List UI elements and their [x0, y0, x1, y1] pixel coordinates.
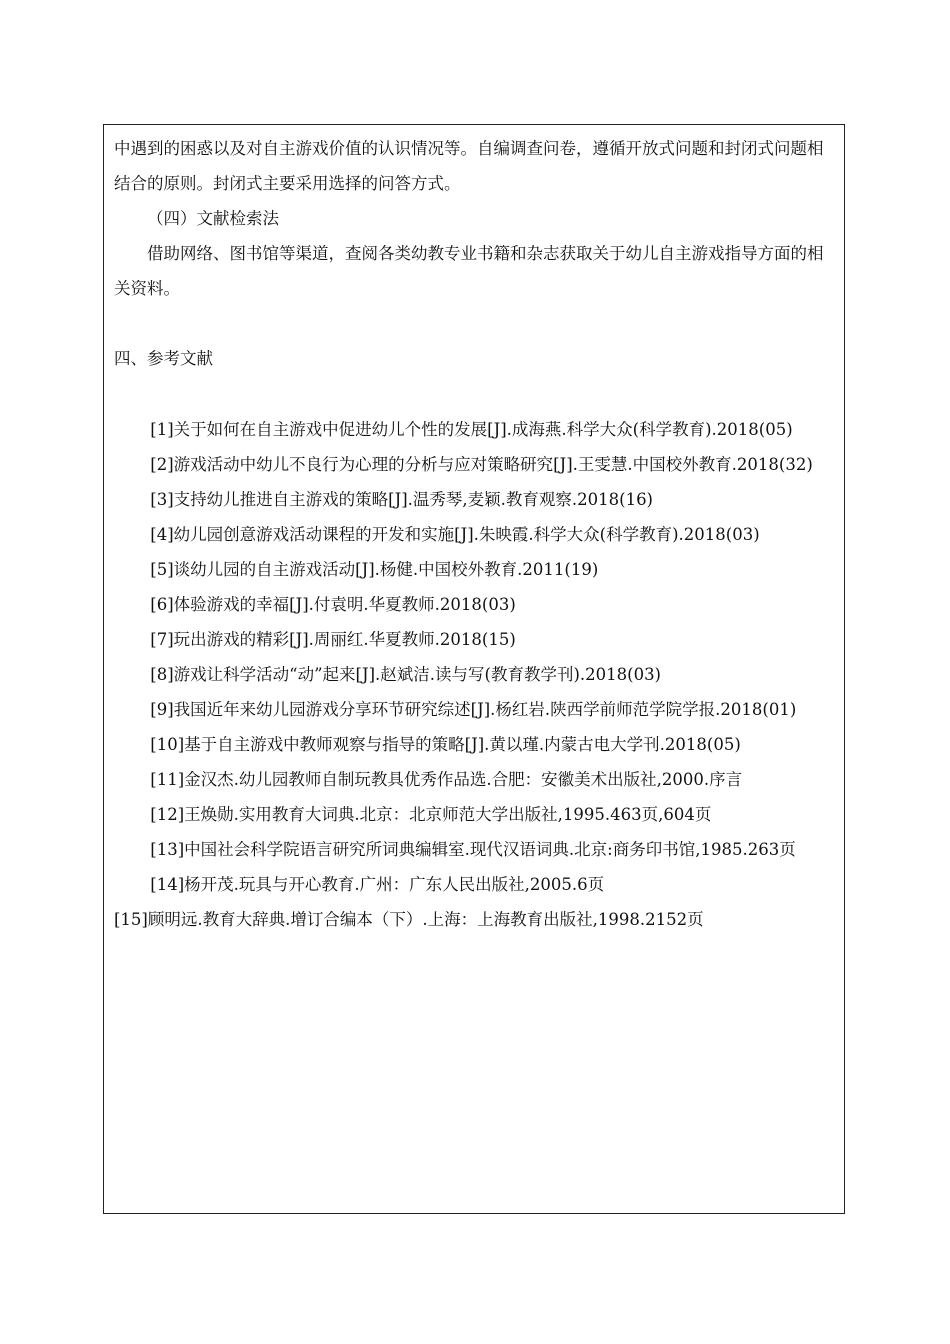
document-content	[114, 131, 838, 937]
reference-item: [10]基于自主游戏中教师观察与指导的策略[J].黄以瑾.内蒙古电大学刊.2018(05)	[150, 735, 741, 754]
reference-item: [7]玩出游戏的精彩[J].周丽红.华夏教师.2018(15)	[150, 630, 516, 649]
reference-item: [9]我国近年来幼儿园游戏分享环节研究综述[J].杨红岩.陕西学前师范学院学报.2018(01)	[150, 700, 797, 719]
reference-item: [1]关于如何在自主游戏中促进幼儿个性的发展[J].成海燕.科学大众(科学教育).2018(05)	[150, 420, 793, 439]
reference-item: [15]顾明远.教育大辞典.增订合编本（下）.上海：上海教育出版社,1998.2152页	[114, 910, 704, 929]
reference-item: [5]谈幼儿园的自主游戏活动[J].杨健.中国校外教育.2011(19)	[150, 560, 599, 579]
reference-item: [2]游戏活动中幼儿不良行为心理的分析与应对策略研究[J].王雯慧.中国校外教育.2018(32)	[150, 455, 813, 474]
document-frame	[103, 124, 845, 1214]
reference-item: [12]王焕勋.实用教育大词典.北京：北京师范大学出版社,1995.463页,604页	[150, 805, 712, 824]
reference-item: [13]中国社会科学院语言研究所词典编辑室.现代汉语词典.北京:商务印书馆,1985.263页	[150, 840, 796, 859]
reference-item: [6]体验游戏的幸福[J].付袁明.华夏教师.2018(03)	[150, 595, 516, 614]
reference-item: [8]游戏让科学活动“动”起来[J].赵斌洁.读与写(教育教学刊).2018(03)	[150, 665, 661, 684]
reference-list	[114, 412, 838, 937]
reference-item: [3]支持幼儿推进自主游戏的策略[J].温秀琴,麦颖.教育观察.2018(16)	[150, 490, 653, 509]
body-paragraph: 中遇到的困惑以及对自主游戏价值的认识情况等。自编调查问卷，遵循开放式问题和封闭式问题相结合的原则。封闭式主要采用选择的问答方式。	[114, 139, 824, 193]
reference-item: [14]杨开茂.玩具与开心教育.广州：广东人民出版社,2005.6页	[150, 875, 605, 894]
reference-item: [4]幼儿园创意游戏活动课程的开发和实施[J].朱映霞.科学大众(科学教育).2018(03)	[150, 525, 760, 544]
reference-item: [11]金汉杰.幼儿园教师自制玩教具优秀作品选.合肥：安徽美术出版社,2000.序言	[150, 770, 743, 789]
subheading-literature-search: （四）文献检索法	[147, 209, 279, 228]
body-paragraph: 借助网络、图书馆等渠道，查阅各类幼教专业书籍和杂志获取关于幼儿自主游戏指导方面的相关资料。	[114, 244, 824, 298]
section-title-references: 四、参考文献	[114, 349, 213, 368]
